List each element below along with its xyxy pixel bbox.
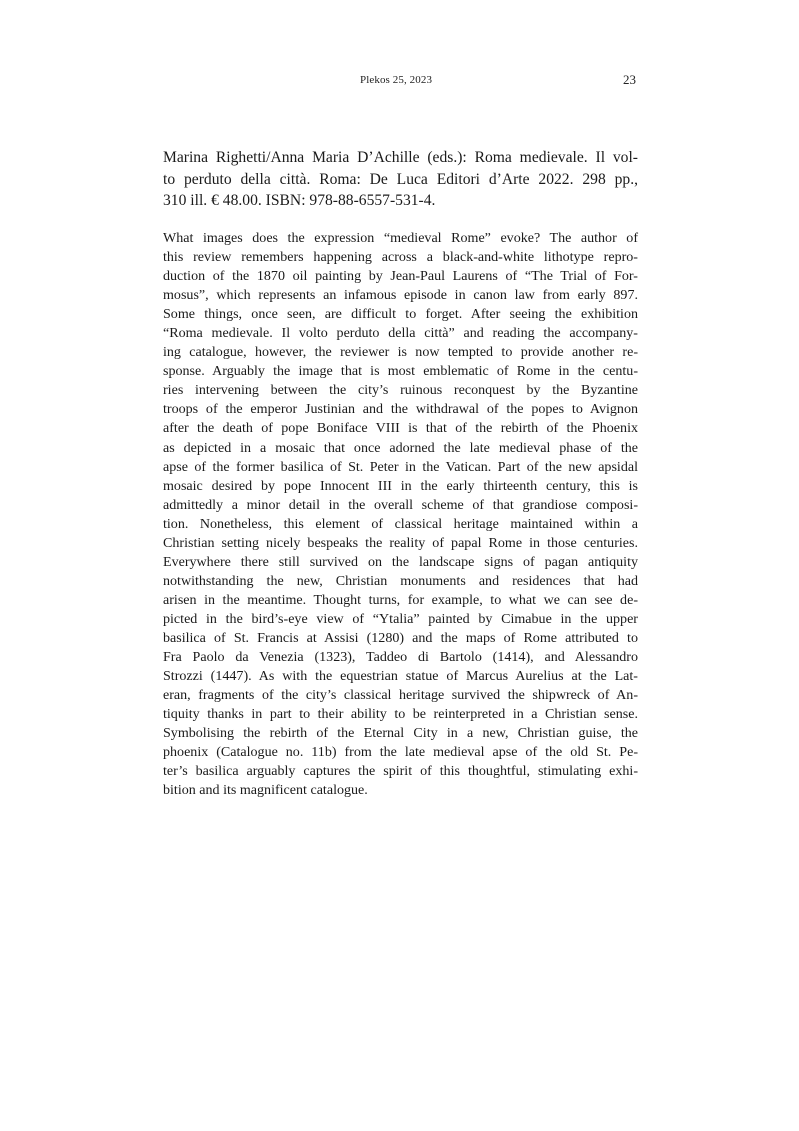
body-line: ries intervening between the city’s ruinous reconquest by the Byzantine (163, 382, 638, 399)
body-line: mosaic desired by pope Innocent III in the early thirteenth century, this is (163, 477, 638, 494)
body-line: notwithstanding the new, Christian monuments and residences that had (163, 572, 638, 589)
body-line: arisen in the meantime. Thought turns, for example, to what we can see de- (163, 591, 638, 608)
body-line: duction of the 1870 oil painting by Jean-Paul Laurens of “The Trial of For- (163, 268, 638, 285)
citation-line: 310 ill. € 48.00. ISBN: 978-88-6557-531-4. (163, 192, 436, 209)
book-citation (163, 147, 638, 212)
body-line: as depicted in a mosaic that once adorned the late medieval phase of the (163, 439, 638, 456)
running-head: Plekos 25, 2023 (360, 74, 433, 86)
body-line: Christian setting nicely bespeaks the reality of papal Rome in those centuries. (163, 534, 638, 551)
page-number: 23 (623, 72, 636, 87)
review-body (163, 229, 638, 800)
body-line: Everywhere there still survived on the landscape signs of pagan antiquity (163, 553, 638, 570)
body-line: mosus”, which represents an infamous episode in canon law from early 897. (163, 287, 638, 304)
body-line: phoenix (Catalogue no. 11b) from the late medieval apse of the old St. Pe- (163, 744, 638, 761)
body-line: picted in the bird’s-eye view of “Ytalia” painted by Cimabue in the upper (163, 610, 638, 627)
body-line: apse of the former basilica of St. Peter in the Vatican. Part of the new apsidal (163, 458, 638, 475)
body-line: eran, fragments of the city’s classical heritage survived the shipwreck of An- (163, 687, 638, 704)
body-line: this review remembers happening across a black-and-white lithotype repro- (163, 249, 638, 266)
body-line: after the death of pope Boniface VIII is that of the rebirth of the Phoenix (163, 420, 638, 437)
body-line: Symbolising the rebirth of the Eternal City in a new, Christian guise, the (163, 725, 638, 742)
citation-line: to perduto della città. Roma: De Luca Editori d’Arte 2022. 298 pp., (163, 170, 638, 188)
body-line: sponse. Arguably the image that is most emblematic of Rome in the centu- (163, 363, 638, 380)
body-line: Some things, once seen, are difficult to forget. After seeing the exhibition (163, 306, 638, 323)
body-line: troops of the emperor Justinian and the withdrawal of the popes to Avignon (163, 401, 638, 418)
body-line: Strozzi (1447). As with the equestrian statue of Marcus Aurelius at the Lat- (163, 668, 638, 685)
body-line: What images does the expression “medieval Rome” evoke? The author of (163, 230, 638, 246)
body-line: admittedly a minor detail in the overall scheme of that grandiose composi- (163, 496, 638, 513)
body-line: Fra Paolo da Venezia (1323), Taddeo di Bartolo (1414), and Alessandro (163, 649, 638, 666)
body-line: tiquity thanks in part to their ability to be reinterpreted in a Christian sense. (163, 706, 638, 723)
body-line: bition and its magnificent catalogue. (163, 782, 368, 799)
body-line: “Roma medievale. Il volto perduto della città” and reading the accompany- (163, 325, 638, 342)
body-line: tion. Nonetheless, this element of classical heritage maintained within a (163, 515, 638, 532)
body-line: ing catalogue, however, the reviewer is now tempted to provide another re- (163, 344, 638, 361)
body-line: ter’s basilica arguably captures the spirit of this thoughtful, stimulating exhi- (163, 763, 638, 780)
citation-line: Marina Righetti/Anna Maria D’Achille (eds.): Roma medievale. Il vol- (163, 149, 638, 166)
body-line: basilica of St. Francis at Assisi (1280) and the maps of Rome attributed to (163, 629, 638, 646)
